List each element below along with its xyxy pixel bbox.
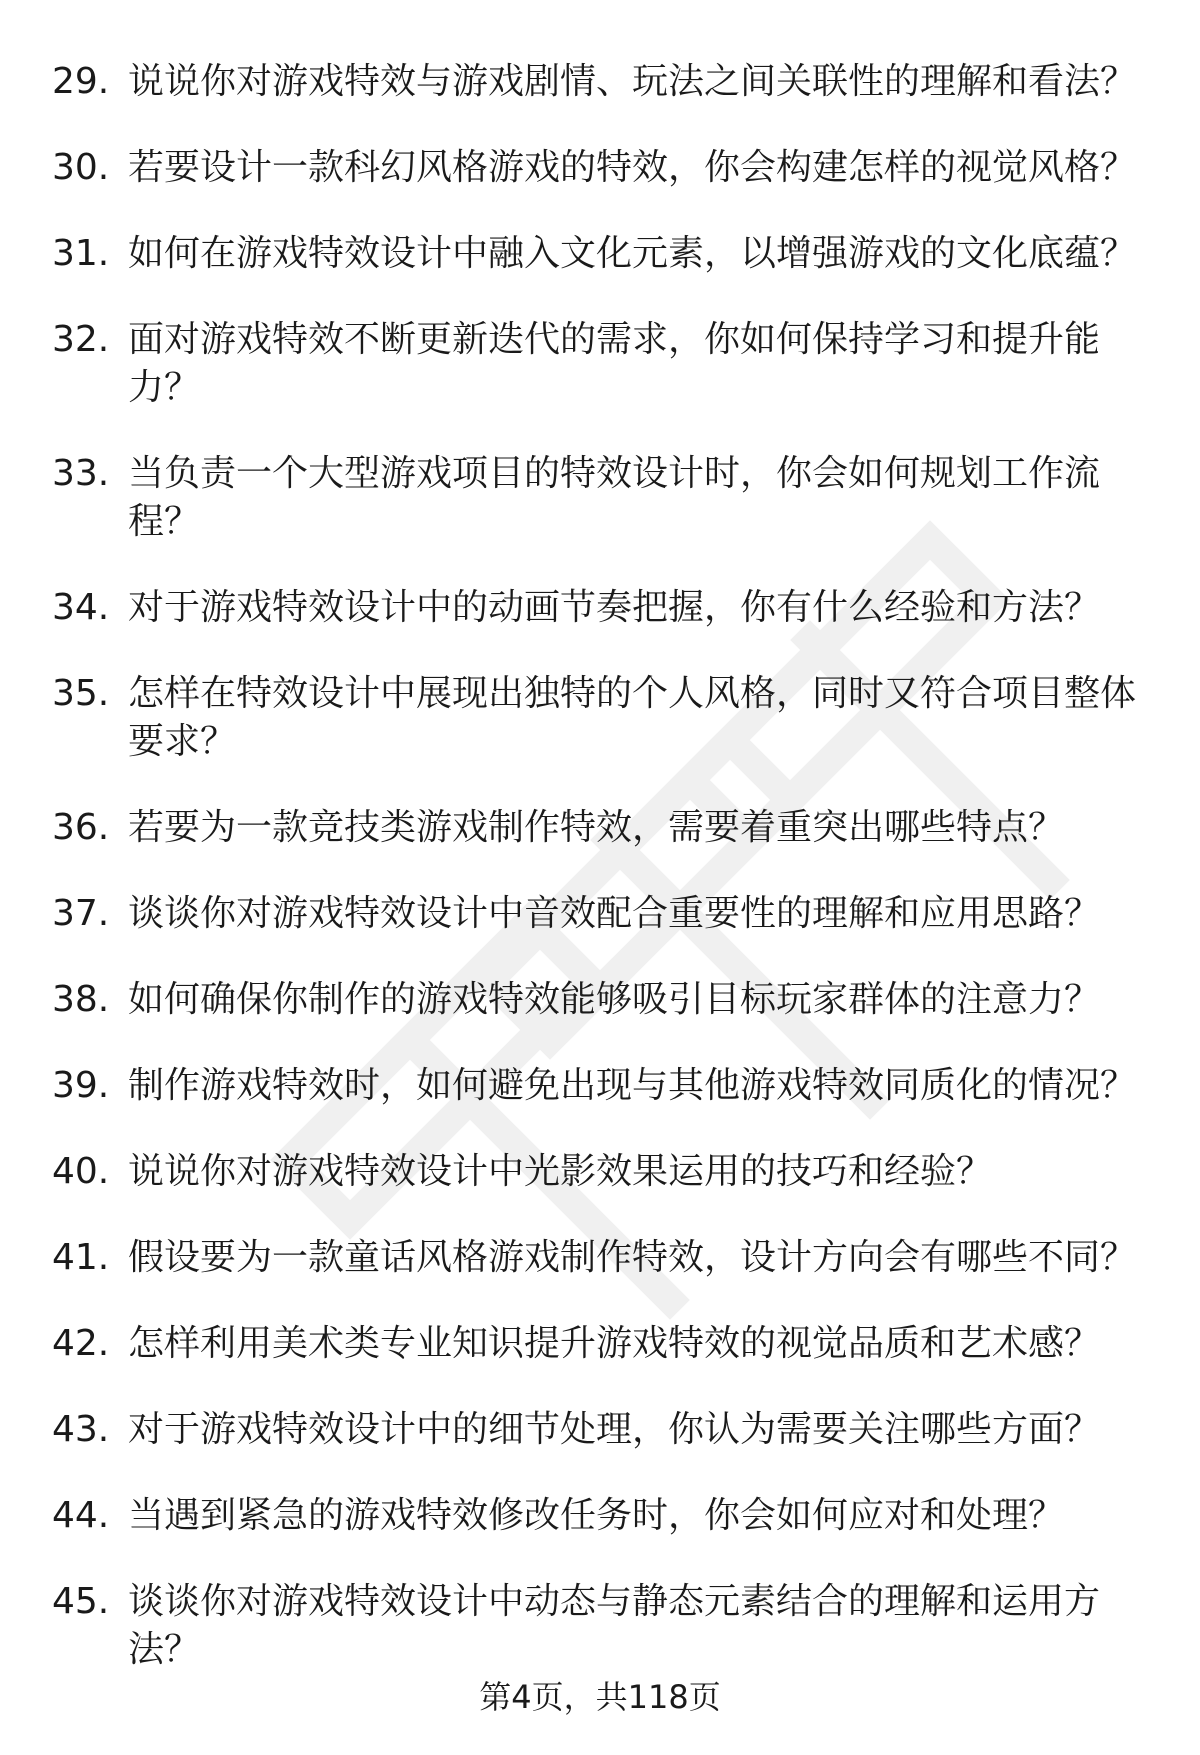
question-item [0,144,1200,192]
question-number: 38. [52,979,110,1020]
question-item [0,1234,1200,1282]
question-number: 34. [52,587,110,628]
question-item [0,1320,1200,1368]
question-number: 40. [52,1151,110,1192]
question-text: 如何在游戏特效设计中融入文化元素，以增强游戏的文化底蕴？ [128,233,1137,274]
question-text: 制作游戏特效时，如何避免出现与其他游戏特效同质化的情况？ [128,1065,1137,1106]
question-text: 怎样在特效设计中展现出独特的个人风格，同时又符合项目整体要求？ [128,673,1137,762]
question-text: 对于游戏特效设计中的细节处理，你认为需要关注哪些方面？ [128,1409,1101,1450]
question-item [0,1406,1200,1454]
question-number: 43. [52,1409,110,1450]
question-text: 面对游戏特效不断更新迭代的需求，你如何保持学习和提升能力？ [128,319,1101,408]
question-item [0,58,1200,106]
question-item [0,1578,1200,1674]
question-text: 若要为一款竞技类游戏制作特效，需要着重突出哪些特点？ [128,807,1065,848]
question-item [0,316,1200,412]
question-number: 29. [52,61,110,102]
question-number: 36. [52,807,110,848]
question-text: 假设要为一款童话风格游戏制作特效，设计方向会有哪些不同？ [128,1237,1137,1278]
question-item [0,976,1200,1024]
question-text: 说说你对游戏特效设计中光影效果运用的技巧和经验？ [128,1151,993,1192]
question-item [0,230,1200,278]
question-item [0,450,1200,546]
question-text: 谈谈你对游戏特效设计中动态与静态元素结合的理解和运用方法？ [128,1581,1101,1670]
question-item [0,890,1200,938]
question-number: 32. [52,319,110,360]
question-text: 说说你对游戏特效与游戏剧情、玩法之间关联性的理解和看法？ [128,61,1137,102]
question-item [0,584,1200,632]
question-number: 42. [52,1323,110,1364]
question-number: 41. [52,1237,110,1278]
question-number: 37. [52,893,110,934]
question-item [0,1062,1200,1110]
question-item [0,1492,1200,1540]
question-text: 对于游戏特效设计中的动画节奏把握，你有什么经验和方法？ [128,587,1101,628]
question-number: 35. [52,673,110,714]
question-number: 30. [52,147,110,188]
question-text: 当负责一个大型游戏项目的特效设计时，你会如何规划工作流程？ [128,453,1101,542]
question-number: 31. [52,233,110,274]
question-text: 怎样利用美术类专业知识提升游戏特效的视觉品质和艺术感？ [128,1323,1101,1364]
question-number: 44. [52,1495,110,1536]
question-text: 若要设计一款科幻风格游戏的特效，你会构建怎样的视觉风格？ [128,147,1137,188]
question-number: 33. [52,453,110,494]
question-item [0,670,1200,766]
question-item [0,804,1200,852]
page-number-footer: 第4页，共118页 [479,1678,721,1716]
question-text: 当遇到紧急的游戏特效修改任务时，你会如何应对和处理？ [128,1495,1065,1536]
question-list [0,58,1200,1712]
question-number: 45. [52,1581,110,1622]
question-number: 39. [52,1065,110,1106]
question-item [0,1148,1200,1196]
question-text: 如何确保你制作的游戏特效能够吸引目标玩家群体的注意力？ [128,979,1101,1020]
question-text: 谈谈你对游戏特效设计中音效配合重要性的理解和应用思路？ [128,893,1101,934]
